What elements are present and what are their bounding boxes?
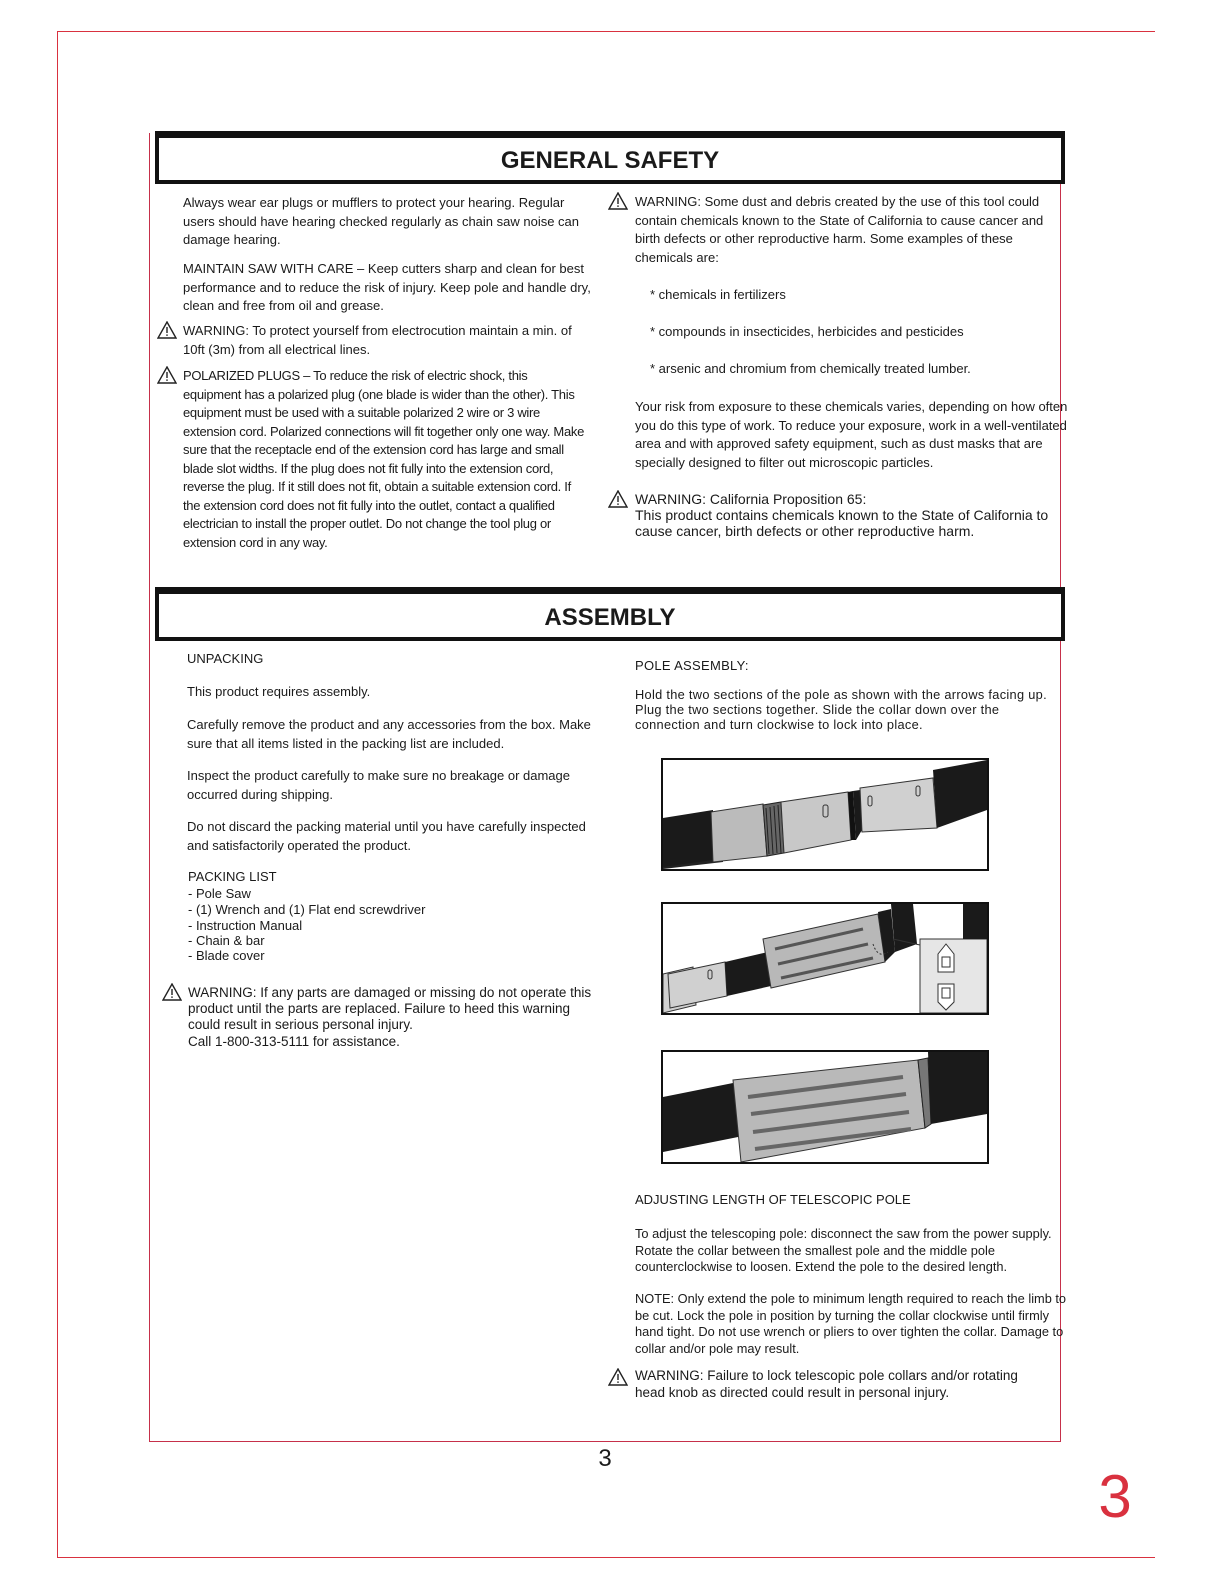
call-assistance-text: Call 1-800-313-5111 for assistance. — [188, 1034, 400, 1049]
warning-electrocution-text: WARNING: To protect yourself from electrocution maintain a min. of 10ft (3m) from all electrical lines. — [183, 323, 572, 357]
warning-lock-text: WARNING: Failure to lock telescopic pole collars and/or rotating head knob as directed could result in personal injury. — [635, 1368, 1018, 1400]
inspect-product-text: Inspect the product carefully to make sure no breakage or damage occurred during shipping. — [187, 768, 570, 802]
list-item: - Blade cover — [188, 948, 265, 963]
page-number-red: 3 — [1098, 1463, 1132, 1530]
requires-assembly-text: This product requires assembly. — [187, 684, 371, 699]
general-safety-header — [155, 134, 1065, 184]
ear-protection-text: Always wear ear plugs or mufflers to protect your hearing. Regular users should have hearing checked regularly as chain saw noise can damage hearing. — [183, 195, 580, 247]
list-item: - Instruction Manual — [188, 918, 303, 933]
packing-list-title: PACKING LIST — [188, 869, 277, 884]
note-text: NOTE: Only extend the pole to minimum length required to reach the limb to be cut. Lock the pole in position by turning the collar clockwise until firmly hand tight. Do not use wrench or pliers to over tighten the collar. Damage to collar and/or pole may result. — [635, 1291, 1067, 1356]
unpacking-heading: UNPACKING — [187, 651, 264, 666]
adjusting-length-heading: ADJUSTING LENGTH OF TELESCOPIC POLE — [635, 1192, 911, 1207]
warning-icon — [157, 321, 177, 339]
list-item: - (1) Wrench and (1) Flat end screwdriver — [188, 902, 426, 917]
assembly-title: ASSEMBLY — [544, 604, 676, 631]
frame-top-line — [57, 31, 1155, 32]
polarized-plugs-body: To reduce the risk of electric shock, this equipment has a polarized plug (one blade is wider than the other). This equipment must be used with a suitable polarized 2 wire or 3 wire extension cord. Polarized connections will fit together only one way. Make sure that the receptacle end of the extension cord has large and small blade slot widths. If the plug does not fit fully into the extension cord, reverse the plug. If it still does not fit, obtain a suitable extension cord. If the extension cord does not fit fully into the outlet, contact a qualified electrician to install the proper outlet. Do not change the tool plug or extension cord in any way. — [183, 368, 585, 550]
chemical-bullet-2: * compounds in insecticides, herbicides and pesticides — [650, 324, 964, 339]
general-safety-title: GENERAL SAFETY — [500, 147, 720, 174]
warning-parts-text: WARNING: If any parts are damaged or missing do not operate this product until the parts are replaced. Failure to heed this warning could result in serious personal injury. — [188, 985, 592, 1032]
pole-connection-illustration-1 — [661, 758, 989, 871]
prop65-body: This product contains chemicals known to the State of California to cause cancer, birth defects or other reproductive harm. — [635, 507, 1049, 539]
adjusting-length-text: To adjust the telescoping pole: disconnect the saw from the power supply. Rotate the collar between the smallest pole and the middle pole counterclockwise to loosen. Extend the pole to the desired length. — [635, 1226, 1052, 1274]
exposure-risk-text: Your risk from exposure to these chemicals varies, depending on how often you do this type of work. To reduce your exposure, work in a well-ventilated area and with approved safety equipment, such as dust masks that are specially designed to filter out microscopic particles. — [635, 399, 1068, 470]
remove-product-text: Carefully remove the product and any accessories from the box. Make sure that all items listed in the packing list are included. — [187, 717, 591, 751]
pole-assembly-text: Hold the two sections of the pole as shown with the arrows facing up. Plug the two sections together. Slide the collar down over the connection and turn clockwise to lock into place. — [635, 687, 1047, 732]
pole-assembly-heading: POLE ASSEMBLY: — [635, 658, 749, 673]
prop65-title: WARNING: California Proposition 65: — [635, 491, 867, 507]
discard-packing-text: Do not discard the packing material until you have carefully inspected and satisfactorily operated the product. — [187, 819, 586, 853]
list-item: - Pole Saw — [188, 886, 251, 901]
assembly-header — [155, 590, 1065, 641]
warning-dust-text: WARNING: Some dust and debris created by the use of this tool could contain chemicals known to the State of California to cause cancer and birth defects or other reproductive harm. Some examples of these chemicals are: — [635, 194, 1044, 265]
warning-icon — [608, 490, 628, 508]
polarized-plugs-text — [183, 367, 588, 552]
pole-connection-illustration-3 — [661, 1050, 989, 1164]
warning-icon — [608, 1368, 628, 1386]
warning-icon — [157, 366, 177, 384]
chemical-bullet-1: * chemicals in fertilizers — [650, 287, 786, 302]
packing-list — [188, 886, 508, 964]
content-bottom-line — [149, 1441, 1061, 1442]
pole-connection-illustration-2 — [661, 902, 989, 1015]
frame-bottom-line — [57, 1557, 1155, 1558]
maintain-saw-text: MAINTAIN SAW WITH CARE – Keep cutters sharp and clean for best performance and to reduce the risk of injury. Keep pole and handle dry, clean and free from oil and grease. — [183, 261, 591, 313]
frame-left-line — [57, 31, 58, 1558]
warning-icon — [162, 983, 182, 1001]
polarized-plugs-lead: POLARIZED PLUGS – — [183, 368, 311, 383]
warning-icon — [608, 192, 628, 210]
page-number: 3 — [598, 1445, 612, 1472]
chemical-bullet-3: * arsenic and chromium from chemically treated lumber. — [650, 361, 971, 376]
list-item: - Chain & bar — [188, 933, 265, 948]
content-left-line — [149, 133, 150, 1442]
